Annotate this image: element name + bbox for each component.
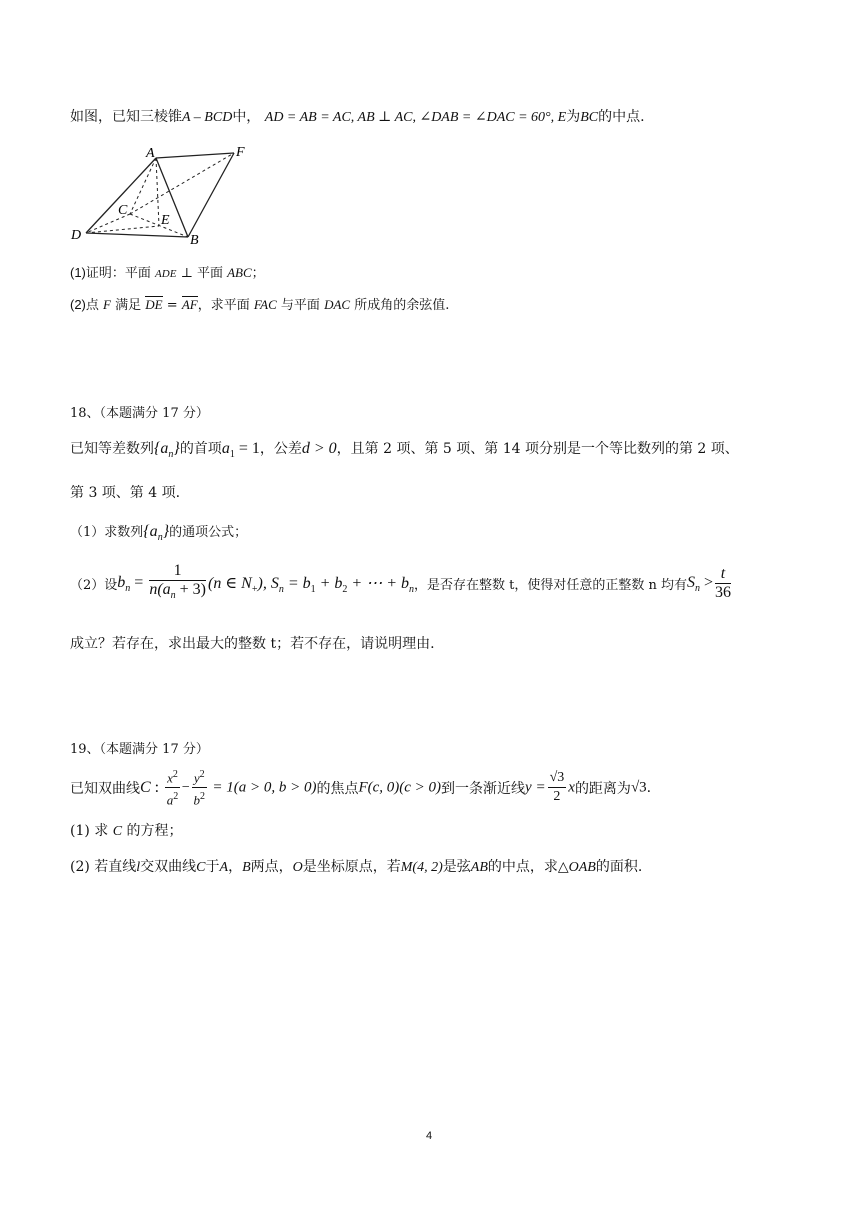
q19-part2-d: ， [228, 859, 243, 875]
den-sub: n [170, 590, 176, 602]
x2-over-a2 [165, 766, 180, 810]
y2-over-b2 [192, 766, 207, 810]
q17-stem-prefix: 如图，已知三棱锥 [70, 109, 182, 125]
hyperbola-name [140, 779, 163, 796]
edge-AC [130, 158, 156, 214]
domain-sub: + [251, 583, 258, 595]
seq2-open: {a [143, 523, 158, 540]
asymptote-y: y = [525, 779, 546, 796]
edge-AE [156, 158, 159, 226]
q18-line1-b: 的首项 [179, 441, 222, 457]
q17-part2-text-d: 与平面 [280, 298, 320, 313]
q19-header: 19、（本题满分 17 分） [70, 742, 209, 757]
q19-line1-d: 的距离为 [574, 780, 631, 797]
vector-de: DE [145, 297, 163, 312]
b-letter: b [193, 792, 200, 808]
two-den: 2 [553, 789, 561, 805]
sequence-an [154, 440, 180, 461]
sn2-letter: S [687, 573, 695, 591]
point-b: B [242, 860, 251, 875]
triangle-oab: △OAB [557, 860, 596, 875]
label-E: E [161, 213, 170, 228]
edge-FB [188, 153, 234, 237]
a2-den: $a^2$ [166, 791, 179, 808]
q17-part1-end: ； [251, 266, 265, 281]
q17-part1-num: (1) [70, 265, 86, 280]
bn-fraction [149, 562, 206, 605]
a1-letter: a [221, 440, 230, 457]
distance-value: √3 [630, 779, 647, 796]
q18-line1 [70, 438, 739, 460]
t-den: 36 [715, 584, 732, 602]
point-a: A [219, 860, 229, 875]
q17-stem-mid2: 为 [566, 109, 581, 125]
t-fraction [715, 565, 731, 602]
edge-CF [130, 153, 234, 214]
q17-stem [70, 106, 645, 126]
q17-part2-text-b: 满足 [115, 298, 142, 313]
point-o: O [292, 860, 303, 875]
minus-sign: − [181, 779, 190, 795]
bn-eq: = [130, 573, 148, 591]
q18-line1-c: ，公差 [259, 441, 302, 457]
hyp-c: C [140, 778, 151, 796]
q17-bc: BC [580, 110, 599, 125]
q19-part2-i: 的面积. [595, 859, 643, 875]
focus: F(c, 0)(c > 0) [358, 779, 442, 796]
x2-num: $x^2$ [165, 766, 180, 788]
q17-part2-num: (2) [70, 297, 86, 312]
q19-line1-end: . [646, 779, 652, 796]
sequence-an-2 [143, 523, 170, 544]
line-l: l [136, 860, 141, 875]
q19-line1-a: 已知双曲线 [70, 780, 140, 797]
domain-and-sum [208, 574, 414, 595]
x-letter: x [167, 770, 173, 786]
q17-plane-ade: ADE [155, 268, 177, 280]
q17-figure [68, 144, 258, 248]
q17-part1-text-b: 平面 [196, 266, 223, 281]
q19-part2-b: 交双曲线 [140, 859, 197, 875]
q18-part2-a: （2）设 [70, 578, 118, 594]
q17-stem-end: 的中点. [598, 109, 645, 125]
q19-part1-b: 的方程； [126, 823, 183, 839]
edge-AF [156, 153, 234, 158]
common-difference: d > 0 [301, 440, 337, 457]
den-end: + 3) [175, 581, 206, 598]
equals-sign: = [166, 298, 178, 313]
q17-conditions: AD = AB = AC, AB ⊥ AC, ∠DAB = ∠DAC = 60°, E [264, 110, 567, 125]
edge-DB [86, 233, 188, 237]
q17-stem-mid: 中， [232, 109, 261, 125]
a-letter: a [166, 792, 174, 808]
q19-part2-a: (2) 若直线 [70, 859, 137, 875]
sn2-sub: n [695, 582, 700, 594]
q17-part2 [70, 294, 449, 313]
q18-part2-b: ，是否存在整数 t，使得对任意的正整数 n 均有 [414, 578, 687, 594]
perp-symbol: ⊥ [180, 266, 193, 281]
sn-inequality [687, 573, 714, 594]
q19-line1-b: 的焦点 [316, 780, 359, 797]
q19-part2-c: 于 [205, 859, 220, 875]
den-a: n(a [149, 581, 171, 598]
hyperbola-eq-rhs: = 1(a > 0, b > 0) [208, 779, 317, 796]
domain-end: ), S [257, 574, 279, 592]
seq-close: } [173, 440, 180, 457]
q17-part1 [70, 262, 265, 281]
page-number: 4 [426, 1130, 433, 1142]
q17-part2-text-e: 所成角的余弦值. [354, 298, 450, 313]
q19-part2 [70, 856, 642, 876]
t-num: t [715, 565, 731, 584]
b2-den: $b^2$ [193, 791, 205, 808]
bn-letter: b [117, 573, 126, 591]
chord-ab: AB [470, 860, 488, 875]
q17-plane-abc: ABC [227, 265, 252, 280]
q17-point-f: F [103, 297, 111, 312]
asymptote-x: x [568, 779, 575, 796]
bn-frac-num: 1 [149, 562, 206, 581]
a1-value: = 1 [234, 440, 260, 457]
q19-line1 [70, 766, 651, 810]
y-letter: y [193, 770, 200, 786]
hyp-colon: : [150, 778, 164, 796]
sum-sub-n: n [409, 583, 414, 595]
q19-part2-e: 两点， [250, 859, 293, 875]
plane-dac: DAC [324, 297, 351, 312]
q17-tetrahedron: A – BCD [182, 110, 233, 125]
seq-open: {a [154, 440, 169, 457]
bn-sub: n [125, 582, 131, 594]
q18-part1-text: （1）求数列 [70, 525, 144, 540]
q17-part2-text-c: ，求平面 [197, 298, 250, 313]
sum-start: = b [283, 574, 311, 592]
q19-part1 [70, 820, 183, 840]
q19-part1-c: C [112, 824, 123, 839]
q19-part2-c-letter: C [196, 860, 206, 875]
a1-sub: 1 [229, 449, 235, 461]
gt-sign: > [700, 573, 714, 591]
q18-header: 18、（本题满分 17 分） [70, 406, 209, 421]
label-B: B [190, 233, 199, 248]
point-m: M(4, 2) [400, 860, 443, 875]
q18-part2 [70, 562, 733, 605]
seq2-close: } [162, 523, 170, 540]
sum-dots: + ⋯ + b [347, 574, 409, 592]
q18-last-line: 成立？若存在，求出最大的整数 t；若不存在，请说明理由. [70, 636, 435, 652]
plane-fac: FAC [253, 297, 277, 312]
q18-part1 [70, 521, 247, 543]
label-D: D [71, 228, 82, 243]
label-F: F [236, 145, 245, 160]
sn-sub: n [278, 583, 284, 595]
q18-line1-a: 已知等差数列 [70, 441, 154, 457]
q19-part1-a: (1) 求 [70, 823, 109, 839]
q19-part2-f: 是坐标原点，若 [302, 859, 401, 875]
q18-part1-end: 的通项公式； [169, 525, 248, 540]
sum-sub-2: 2 [342, 583, 348, 595]
sum-plus: + b [315, 574, 343, 592]
label-C: C [118, 203, 128, 218]
q19-line1-c: 到一条渐近线 [441, 780, 526, 797]
sum-sub-1: 1 [310, 583, 316, 595]
q18-line2: 第 3 项、第 4 项. [70, 485, 181, 501]
seq-sub: n [168, 449, 174, 461]
edge-DE [86, 226, 159, 233]
q18-line1-d: ，且第 2 项、第 5 项、第 14 项分别是一个等比数列的第 2 项、 [336, 441, 739, 457]
y2-num: $y^2$ [192, 766, 207, 788]
bn-def [117, 573, 148, 594]
bn-frac-den [149, 581, 206, 605]
q17-part1-text: 证明：平面 [85, 266, 151, 281]
q19-part2-h: 的中点，求 [487, 859, 558, 875]
sqrt3-num: √3 [548, 769, 567, 788]
q17-part2-text-a: 点 [85, 298, 99, 313]
vector-af: AF [181, 297, 198, 312]
first-term [221, 440, 260, 461]
sqrt3-over-2 [548, 769, 567, 806]
seq2-sub: n [157, 532, 163, 544]
label-A: A [146, 146, 155, 161]
domain-n: (n ∈ N [208, 574, 252, 592]
q19-part2-g: 是弦 [442, 859, 471, 875]
edge-AD [86, 158, 156, 233]
